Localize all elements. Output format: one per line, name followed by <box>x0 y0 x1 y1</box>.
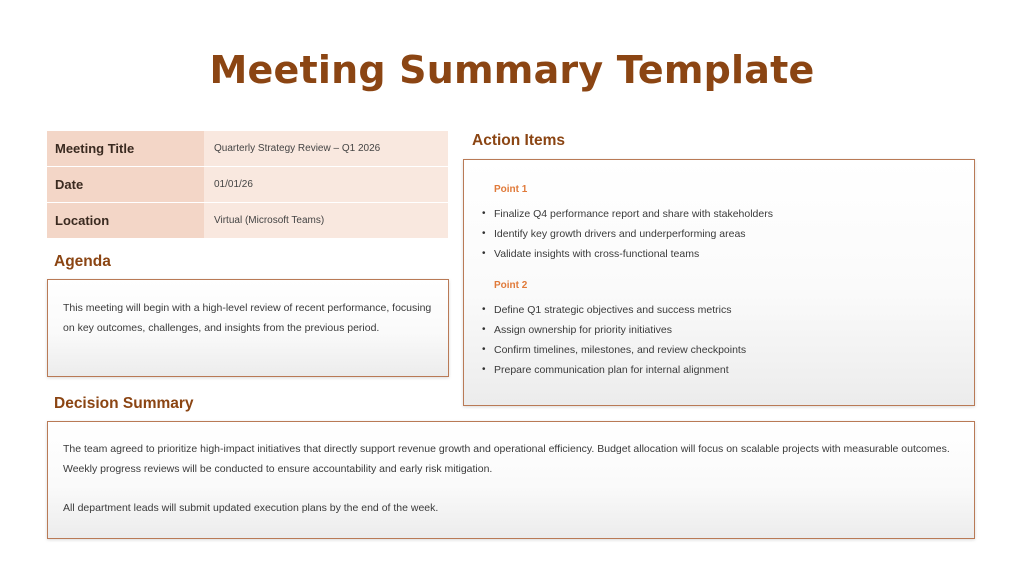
info-row-location <box>47 203 448 238</box>
info-label: Meeting Title <box>47 131 204 166</box>
info-value: Virtual (Microsoft Teams) <box>204 203 448 238</box>
agenda-heading: Agenda <box>54 253 111 270</box>
info-row-meeting-title <box>47 131 448 166</box>
action-list-point-2 <box>482 300 960 380</box>
list-item-text: Finalize Q4 performance report and share with stakeholders <box>494 208 773 220</box>
bullet-icon: • <box>482 248 486 259</box>
bullet-icon: • <box>482 344 486 355</box>
decision-summary-box <box>47 421 975 539</box>
bullet-icon: • <box>482 364 486 375</box>
list-item-text: Identify key growth drivers and underperforming areas <box>494 228 746 240</box>
decision-paragraph: All department leads will submit updated execution plans by the end of the week. <box>63 502 439 514</box>
list-item-text: Confirm timelines, milestones, and review checkpoints <box>494 344 747 356</box>
point-label: Point 2 <box>494 280 528 291</box>
meeting-info-table <box>47 131 448 239</box>
bullet-icon: • <box>482 208 486 219</box>
list-item-text: Assign ownership for priority initiatives <box>494 324 672 336</box>
list-item <box>482 320 960 340</box>
action-list-point-1 <box>482 204 960 264</box>
page-title: Meeting Summary Template <box>209 48 815 92</box>
bullet-icon: • <box>482 324 486 335</box>
list-item-text: Prepare communication plan for internal alignment <box>494 364 729 376</box>
list-item <box>482 340 960 360</box>
list-item <box>482 244 960 264</box>
list-item <box>482 224 960 244</box>
decision-paragraph: The team agreed to prioritize high-impact initiatives that directly support revenue growth and operational efficiency. Budget allocation will focus on scalable projects with measurable outcomes. Weekly progress reviews will be conducted to ensure accountability and early risk mitigation. <box>63 443 950 475</box>
list-item <box>482 300 960 320</box>
action-items-box <box>463 159 975 406</box>
info-label: Location <box>47 203 204 238</box>
list-item-text: Define Q1 strategic objectives and success metrics <box>494 304 732 316</box>
info-value: 01/01/26 <box>204 167 448 202</box>
point-label: Point 1 <box>494 184 528 195</box>
agenda-box <box>47 279 449 377</box>
list-item-text: Validate insights with cross-functional teams <box>494 248 700 260</box>
info-value: Quarterly Strategy Review – Q1 2026 <box>204 131 448 166</box>
list-item <box>482 360 960 380</box>
decision-summary-heading: Decision Summary <box>54 395 194 412</box>
bullet-icon: • <box>482 304 486 315</box>
agenda-text: This meeting will begin with a high-level review of recent performance, focusing on key outcomes, challenges, and insights from the previous period. <box>63 302 432 334</box>
bullet-icon: • <box>482 228 486 239</box>
info-label: Date <box>47 167 204 202</box>
action-items-heading: Action Items <box>472 132 566 149</box>
list-item <box>482 204 960 224</box>
info-row-date <box>47 167 448 202</box>
